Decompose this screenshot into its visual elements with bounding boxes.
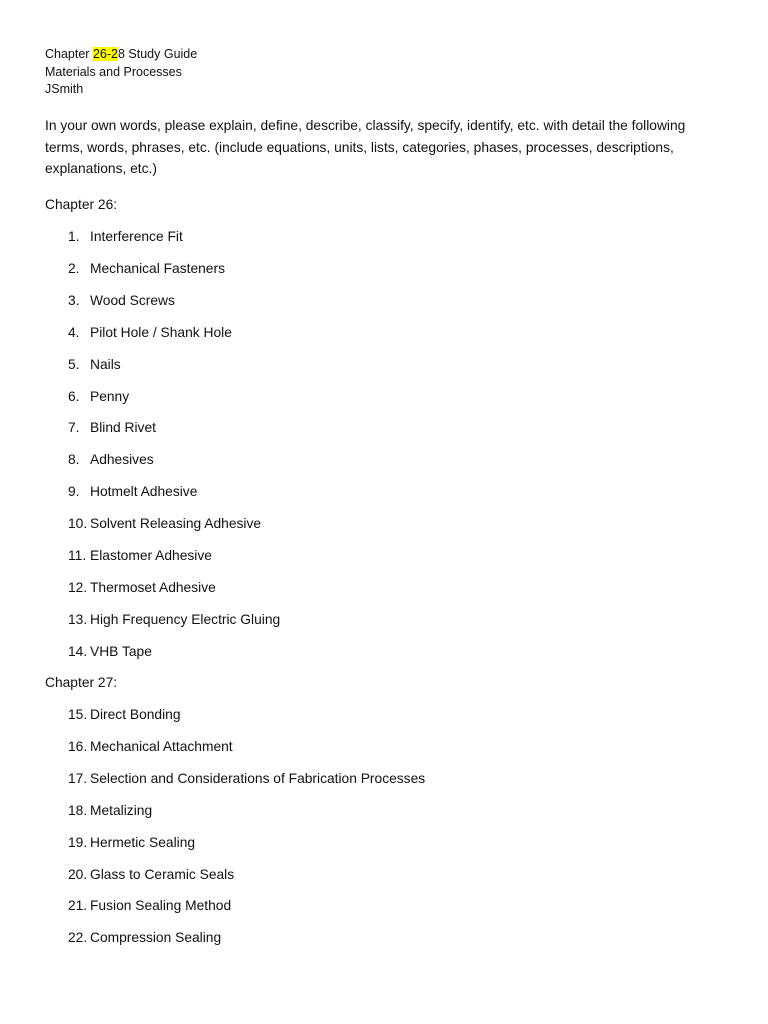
- list-item-number: 16.: [68, 738, 88, 754]
- list-item: [68, 579, 216, 597]
- list-item-text: VHB Tape: [90, 643, 152, 659]
- list-item-text: Mechanical Fasteners: [90, 260, 225, 276]
- list-item: [68, 834, 195, 852]
- list-item-text: Compression Sealing: [90, 930, 222, 946]
- list-item: [68, 706, 181, 724]
- list-item-text: Hermetic Sealing: [90, 834, 196, 850]
- list-item-text: Pilot Hole / Shank Hole: [90, 324, 232, 340]
- document-header: [45, 46, 197, 99]
- list-item: [68, 643, 152, 661]
- list-item-number: 1.: [68, 229, 80, 244]
- list-item: [68, 483, 197, 501]
- list-item-text: Metalizing: [90, 802, 153, 818]
- title-prefix: Chapter: [45, 47, 93, 61]
- list-item-text: Thermoset Adhesive: [90, 579, 216, 595]
- list-item: [68, 388, 129, 406]
- list-item: [68, 419, 156, 437]
- list-item-number: 20.: [68, 866, 88, 882]
- list-item: [68, 770, 425, 788]
- list-item: [68, 611, 280, 629]
- chapter-heading: Chapter 27:: [45, 675, 118, 690]
- list-item-number: 17.: [68, 770, 88, 786]
- list-item-number: 3.: [68, 292, 80, 308]
- list-item: [68, 228, 183, 246]
- list-item-number: 18.: [68, 802, 88, 818]
- list-item: [68, 547, 212, 565]
- course-name: Materials and Processes: [45, 64, 182, 79]
- list-item-number: 7.: [68, 420, 80, 436]
- document-title: [45, 46, 197, 64]
- list-item: [68, 260, 225, 278]
- list-item-number: 6.: [68, 388, 80, 404]
- list-item: [68, 929, 221, 947]
- list-item: [68, 324, 232, 342]
- title-highlight: 26-2: [92, 47, 118, 61]
- list-item-text: Nails: [90, 356, 121, 372]
- list-item-number: 11.: [68, 548, 87, 563]
- list-item-text: Solvent Releasing Adhesive: [90, 516, 262, 532]
- list-item-text: High Frequency Electric Gluing: [90, 611, 281, 627]
- list-item-number: 21.: [68, 898, 88, 914]
- list-item-text: Mechanical Attachment: [90, 738, 233, 754]
- list-item-number: 13.: [68, 611, 88, 627]
- list-item: [68, 802, 152, 820]
- author-name: JSmith: [45, 82, 84, 96]
- list-item-text: Adhesives: [90, 452, 154, 468]
- list-item-text: Blind Rivet: [90, 420, 156, 436]
- instructions-paragraph: In your own words, please explain, define, describe, classify, specify, identify, etc. with detail the following terms, words, phrases, etc. (include equations, units, lists, categories, phases, processes, descriptions, explanations, etc.): [45, 118, 686, 176]
- list-item-text: Hotmelt Adhesive: [90, 484, 198, 500]
- list-item-number: 9.: [68, 484, 80, 500]
- list-item: [68, 356, 121, 374]
- list-item: [68, 292, 175, 310]
- list-item-number: 8.: [68, 452, 80, 468]
- list-item: [68, 451, 154, 469]
- title-suffix: 8 Study Guide: [117, 47, 198, 61]
- list-item-number: 15.: [68, 707, 88, 722]
- list-item-text: Glass to Ceramic Seals: [90, 866, 235, 882]
- list-item-text: Wood Screws: [90, 292, 175, 308]
- list-item-text: Selection and Considerations of Fabrication Processes: [90, 770, 426, 786]
- list-item: [68, 515, 261, 533]
- list-item-number: 4.: [68, 324, 80, 340]
- list-item-text: Penny: [90, 388, 130, 404]
- list-item-text: Direct Bonding: [90, 707, 181, 722]
- list-item: [68, 738, 233, 756]
- list-item: [68, 866, 234, 884]
- chapter-heading: Chapter 26:: [45, 197, 118, 212]
- list-item-number: 5.: [68, 356, 80, 372]
- list-item-text: Fusion Sealing Method: [90, 898, 232, 914]
- list-item: [68, 897, 231, 915]
- list-item-text: Elastomer Adhesive: [90, 548, 212, 563]
- list-item-number: 22.: [68, 930, 88, 946]
- list-item-number: 19.: [68, 834, 88, 850]
- list-item-number: 10.: [68, 516, 88, 532]
- list-item-number: 14.: [68, 643, 88, 659]
- list-item-number: 12.: [68, 579, 88, 595]
- list-item-number: 2.: [68, 260, 80, 276]
- list-item-text: Interference Fit: [90, 229, 183, 244]
